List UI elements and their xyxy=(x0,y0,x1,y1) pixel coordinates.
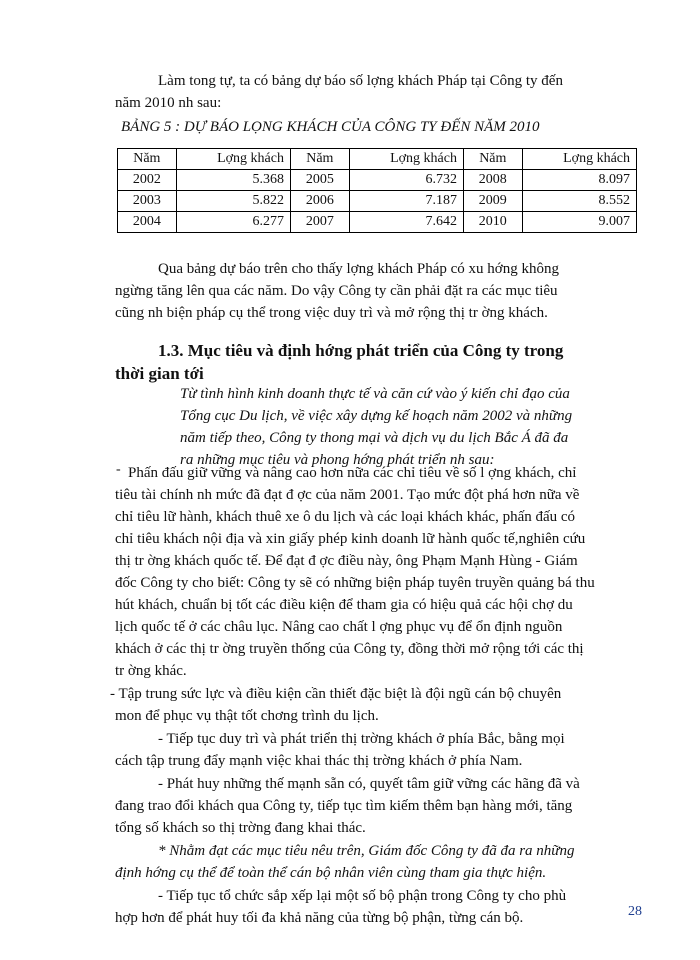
forecast-table xyxy=(117,148,637,233)
body-line: - Phát huy những thế mạnh sẵn có, quyết tâm giữ vững các hãng đã và xyxy=(158,776,580,792)
table-cell: 7.642 xyxy=(349,212,463,233)
body-line: * Nhằm đạt các mục tiêu nêu trên, Giám đốc Công ty đã đa ra những xyxy=(158,843,575,859)
body-line: định hớng cụ thể để toàn thể cán bộ nhân viên cùng tham gia thực hiện. xyxy=(115,865,547,881)
header-year-1: Năm xyxy=(118,149,177,170)
body-line: - Tiếp tục tổ chức sắp xếp lại một số bộ phận trong Công ty cho phù xyxy=(158,888,567,904)
table-row xyxy=(118,170,637,191)
header-visitors-2: Lợng khách xyxy=(349,149,463,170)
body-line: chỉ tiêu lữ hành, khách thuê xe ô du lịch và các loại khách khác, phấn đấu có xyxy=(115,509,576,525)
quote-line-4: ra những mục tiêu và phong hớng phát triển nh sau: xyxy=(180,452,495,468)
body-line: tr ờng khác. xyxy=(115,663,187,679)
table-cell: 2003 xyxy=(118,191,177,212)
section-title-line-2: thời gian tới xyxy=(115,364,204,383)
body-line: đang trao đổi khách qua Công ty, tiếp tục tìm kiếm thêm bạn hàng mới, tăng xyxy=(115,798,573,814)
table-header-row xyxy=(118,149,637,170)
summary-line-3: cũng nh biện pháp cụ thể trong việc duy trì và mở rộng thị tr ờng khách. xyxy=(115,305,548,321)
table-cell: 5.368 xyxy=(176,170,290,191)
page-number: 28 xyxy=(628,904,642,919)
header-visitors-1: Lợng khách xyxy=(176,149,290,170)
header-year-2: Năm xyxy=(290,149,349,170)
body-line: đốc Công ty cho biết: Công ty sẽ có những biện pháp tuyên truyền quảng bá thu xyxy=(115,575,595,591)
table-cell: 2006 xyxy=(290,191,349,212)
body-line: tổng số khách so thị trờng đang khai thác. xyxy=(115,820,366,836)
header-visitors-3: Lợng khách xyxy=(522,149,636,170)
table-row xyxy=(118,191,637,212)
section-title-line-1: 1.3. Mục tiêu và định hớng phát triển của Công ty trong xyxy=(158,341,564,360)
body-line: chỉ tiêu khách nội địa và xin giấy phép kinh doanh lữ hành quốc tế,nghiên cứu xyxy=(115,531,586,547)
quote-line-1: Từ tình hình kinh doanh thực tế và căn cứ vào ý kiến chỉ đạo của xyxy=(180,386,570,402)
intro-line-1: Làm tong tự, ta có bảng dự báo số lợng khách Pháp tại Công ty đến xyxy=(158,73,563,89)
quote-line-2: Tổng cục Du lịch, về việc xây dựng kế hoạch năm 2002 và những xyxy=(180,408,573,424)
summary-line-2: ngừng tăng lên qua các năm. Do vậy Công ty cần phải đặt ra các mục tiêu xyxy=(115,283,558,299)
table-cell: 2010 xyxy=(463,212,522,233)
table-cell: 2004 xyxy=(118,212,177,233)
body-line: khách ở các thị tr ờng truyền thống của Công ty, đồng thời mở rộng tới các thị xyxy=(115,641,584,657)
table-cell: 6.277 xyxy=(176,212,290,233)
table-row xyxy=(118,212,637,233)
body-line: hợp hơn để phát huy tối đa khả năng của từng bộ phận, từng cán bộ. xyxy=(115,910,524,926)
table-cell: 8.552 xyxy=(522,191,636,212)
stray-dash: - xyxy=(116,462,121,477)
body-line: cách tập trung đẩy mạnh việc khai thác thị trờng khách ở phía Nam. xyxy=(115,753,523,769)
quote-line-3: năm tiếp theo, Công ty thong mại và dịch vụ du lịch Bắc Á đã đa xyxy=(180,430,569,446)
body-line: Phấn đấu giữ vững và nâng cao hơn nữa các chỉ tiêu về số l ợng khách, chỉ xyxy=(128,465,577,481)
table-cell: 2005 xyxy=(290,170,349,191)
body-line: lịch quốc tế ở các châu lục. Nâng cao chất l ợng phục vụ để ổn định nguồn xyxy=(115,619,563,635)
table-cell: 8.097 xyxy=(522,170,636,191)
body-line: tiêu tài chính nh mức đã đạt đ ợc của năm 2001. Tạo mức đột phá hơn nữa về xyxy=(115,487,580,503)
table-cell: 9.007 xyxy=(522,212,636,233)
table-cell: 2007 xyxy=(290,212,349,233)
body-line: hút khách, chuẩn bị tốt các điều kiện để tham gia có hiệu quả các hội chợ du xyxy=(115,597,573,613)
header-year-3: Năm xyxy=(463,149,522,170)
table-caption: BẢNG 5 : DỰ BÁO LỌNG KHÁCH CỦA CÔNG TY ĐẾN NĂM 2010 xyxy=(121,119,540,135)
intro-line-2: năm 2010 nh sau: xyxy=(115,95,222,111)
body-line: thị tr ờng khách quốc tế. Để đạt đ ợc điều này, ông Phạm Mạnh Hùng - Giám xyxy=(115,553,578,569)
body-line: - Tiếp tục duy trì và phát triển thị trờng khách ở phía Bắc, bằng mọi xyxy=(158,731,565,747)
table-cell: 5.822 xyxy=(176,191,290,212)
summary-line-1: Qua bảng dự báo trên cho thấy lợng khách Pháp có xu hớng không xyxy=(158,261,559,277)
table-cell: 6.732 xyxy=(349,170,463,191)
table-cell: 2009 xyxy=(463,191,522,212)
body-line: mon để phục vụ thật tốt chơng trình du lịch. xyxy=(115,708,379,724)
table-cell: 2008 xyxy=(463,170,522,191)
table-cell: 7.187 xyxy=(349,191,463,212)
body-line: - Tập trung sức lực và điều kiện cần thiết đặc biệt là đội ngũ cán bộ chuyên xyxy=(110,686,562,702)
table-cell: 2002 xyxy=(118,170,177,191)
